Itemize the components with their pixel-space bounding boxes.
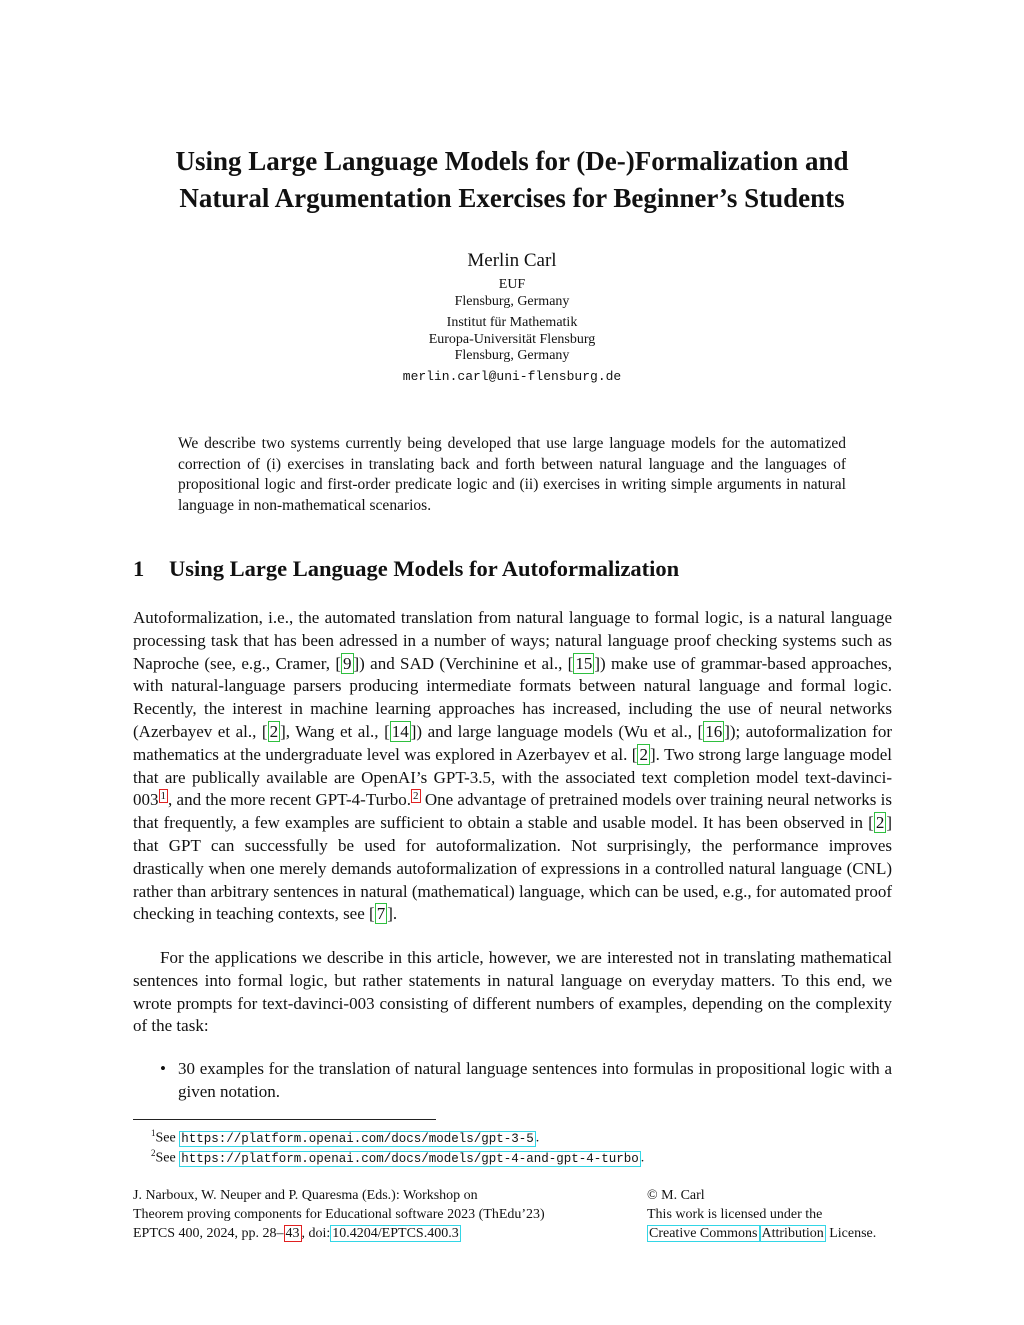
text-run: One advantage of pretrained models over training neural networks is that frequently, a few examples are sufficient to obtain a stable and usable model. It has been observed in [ (133, 790, 893, 833)
paragraph-2: For the applications we describe in this article, however, we are interested not in translating mathematical sentences into formal logic, but rather statements in natural language on everyday matters. To this end, we wrote prompts for text-davinci-003 consisting of different numbers of examples, depending on the complexity of the task: (133, 948, 892, 1036)
affiliation-1-line-2: Flensburg, Germany (454, 293, 570, 309)
footnote-prefix: See (155, 1130, 180, 1146)
author-email[interactable]: merlin.carl@uni-flensburg.de (402, 369, 622, 384)
affiliation-2-line-1: Institut für Mathematik (446, 315, 578, 330)
text-run: ] that GPT can successfully be used for autoformalization. Not surprisingly, the performance improves drastically when one merely demands autoformalization of expressions in a controlled natural language (CNL) rather than arbitrary sentences in natural (mathematical) language, which can be used, e.g., for automated proof checking in teaching contexts, see [ (133, 813, 892, 924)
citation-link[interactable]: 15 (575, 653, 593, 673)
affiliation-2 (0, 315, 1024, 365)
author-name: Merlin Carl (467, 250, 557, 271)
doi-label: , doi: (301, 1226, 331, 1241)
license-link-line (647, 1224, 876, 1243)
attribution-link[interactable]: Attribution (761, 1226, 824, 1241)
footnote-prefix: See (155, 1150, 180, 1166)
text-run: , and the more recent GPT-4-Turbo. (168, 790, 412, 810)
text-run: Autoformalization, i.e., the automated translation from natural language to formal logic, is a natural language processing task that has been adressed in a number of ways; natural language proof checking systems such as Naproche (see, e.g., Cramer, [ (133, 608, 892, 673)
doi-link[interactable]: 10.4204/EPTCS.400.3 (332, 1226, 459, 1241)
citation-link[interactable]: 7 (376, 904, 386, 924)
publication-line-2: Theorem proving components for Educational software 2023 (ThEdu’23) (133, 1207, 545, 1222)
text-run: ]) make use of grammar-based approaches, with natural-language parsers producing intermediate formats between natural language and formal logic. Recently, the interest in machine learning approaches has increased, including the use of neural networks (Azerbayev et al., [ (133, 653, 893, 741)
text-run: ]) and SAD (Verchinine et al., [ (353, 653, 574, 673)
affiliation-1 (0, 277, 1024, 310)
text-run: ]. (387, 904, 398, 924)
affiliation-2-line-2: Europa-Universität Flensburg (428, 331, 596, 347)
title-line-2: Natural Argumentation Exercises for Beginner’s Students (179, 183, 845, 213)
footnote-url-link[interactable]: https://platform.openai.com/docs/models/gpt-4-and-gpt-4-turbo (181, 1151, 639, 1166)
citation-link[interactable]: 14 (391, 721, 409, 741)
text-run: ]. Two strong large language model that are publically available are OpenAI’s GPT-3.5, with the associated text completion model text-davinci-003 (133, 744, 892, 810)
publication-line-3 (133, 1224, 545, 1243)
footnote-mark: 1 (151, 1128, 156, 1138)
license-line: This work is licensed under the (647, 1207, 823, 1222)
copyright-line: © M. Carl (647, 1188, 705, 1203)
footnote-ref-1[interactable]: 1 (160, 789, 166, 802)
publication-info (133, 1186, 545, 1243)
text-run: ]) and large language models (Wu et al., [ (410, 721, 704, 741)
affiliation-2-line-3: Flensburg, Germany (454, 348, 570, 363)
license-suffix: License. (825, 1226, 877, 1241)
affiliation-1-line-1: EUF (498, 277, 526, 292)
license-info (647, 1186, 876, 1243)
pages-text: EPTCS 400, 2024, pp. 28– (133, 1226, 284, 1241)
citation-link[interactable]: 2 (639, 744, 648, 764)
title-line-1: Using Large Language Models for (De-)Formalization and (175, 146, 849, 176)
abstract: We describe two systems currently being developed that use large language models for the automatized correction of (i) exercises in translating back and forth between natural language and the languages of propositional logic and first-order predicate logic and (ii) exercises in writing simple arguments in natural language in non-mathematical scenarios. (178, 435, 846, 514)
text-run: ]); autoformalization for mathematics at the undergraduate level was explored in Azerbayev et al. [ (133, 721, 892, 764)
publication-line-1: J. Narboux, W. Neuper and P. Quaresma (Eds.): Workshop on (133, 1188, 478, 1203)
footnote-divider (133, 1119, 436, 1120)
footnote-suffix: . (640, 1150, 645, 1166)
citation-link[interactable]: 9 (343, 653, 352, 673)
footnote-url-link[interactable]: https://platform.openai.com/docs/models/gpt-3-5 (181, 1131, 534, 1146)
section-heading (133, 556, 679, 582)
footnote-ref-2[interactable]: 2 (413, 789, 419, 802)
section-number: 1 (133, 556, 145, 581)
section-title: Using Large Language Models for Autoformalization (169, 556, 680, 581)
paper-title (100, 143, 924, 217)
citation-link[interactable]: 2 (875, 813, 885, 833)
footnote-mark: 2 (151, 1148, 156, 1158)
footnote-2 (151, 1143, 644, 1169)
bullet-icon: • (160, 1059, 166, 1078)
citation-link[interactable]: 16 (705, 721, 723, 741)
bullet-text: 30 examples for the translation of natural language sentences into formulas in propositional logic with a given notation. (178, 1059, 892, 1101)
last-page-link[interactable]: 43 (285, 1226, 300, 1241)
text-run: ], Wang et al., [ (280, 721, 390, 741)
paragraph-1 (133, 607, 892, 926)
footnote-suffix: . (535, 1130, 540, 1146)
citation-link[interactable]: 2 (269, 721, 279, 741)
creative-commons-link[interactable]: Creative Commons (649, 1226, 758, 1241)
